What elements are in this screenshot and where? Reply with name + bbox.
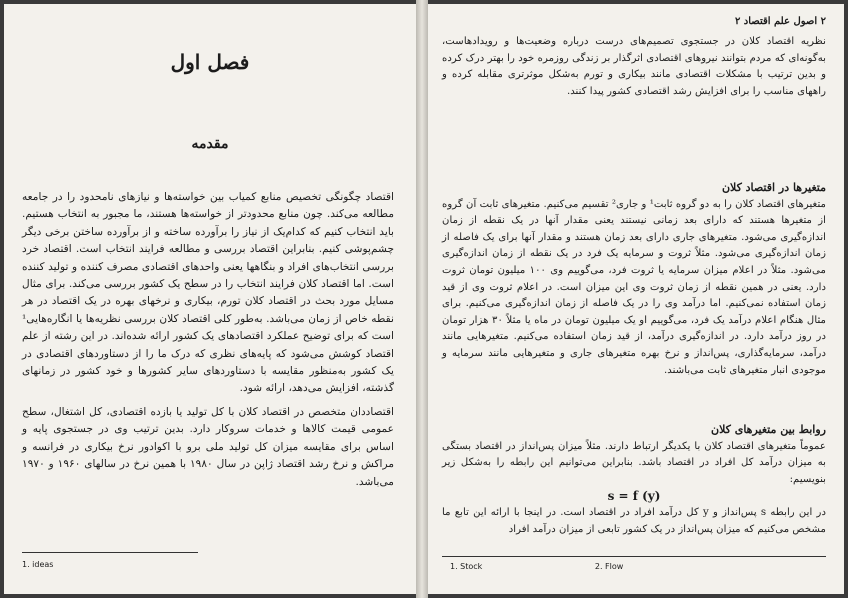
left-paragraph-1: اقتصاد چگونگی تخصیص منابع کمیاب بین خواسته‌ها و نیازهای نامحدود را در جامعه مطالعه می‌کند. چون منابع محدودتر از خواسته‌ها هستند، ما مجبور به انتخاب هستیم. باید انتخاب کنیم که کدام‌یک از نیاز را برآورده ساخته و از برآورده ساختن برخی دیگر چشم‌پوشی کنیم. بنابراین اقتصاد بررسی و مطالعه فرایند انتخاب است. اقتصاد خرد بررسی انتخاب‌های افراد و بنگاهها یعنی واحدهای اقتصادی مصرف کننده و تولید کننده است. اما اقتصاد کلان فرایند انتخاب را در سطح یک کشور بررسی می‌کند. برای مثال مسایل مورد بحث در اقتصاد کلان تورم، بیکاری و نرخهای بهره در یک اقتصاد در هر نقطه خاص از زمان می‌باشد. به‌طور کلی اقتصاد کلان بررسی نظریه‌ها یا انگاره‌هایی¹ است که برای توضیح عملکرد اقتصادهای یک کشور ارائه شده‌اند. در این رشته از علم اقتصاد کوشش می‌شود که پایه‌های نظری که درک ما را از دستاوردهای اقتصادی در یک کشور به‌منظور مقایسه با دستاوردهای سایر کشورها و خود کشور در زمانهای گذشته، افزایش می‌دهد، ارائه شود.: [22, 191, 394, 395]
variables-paragraph: متغیرهای اقتصاد کلان را به دو گروه ثابت¹ و جاری² تقسیم می‌کنیم. متغیرهای ثابت آن گروه از متغیرها هستند که دارای بعد زمانی نیستند یعنی مقدار آنها در یک نقطه از زمان اندازه‌گیری می‌شود. متغیرهای جاری دارای بعد زمان هستند و مقدار آنها برای یک فاصله از زمان اندازه‌گیری می‌شود. مثلاً ثروت و سرمایه یک فرد در یک نقطه از زمان اندازه‌گیری می‌شود. مثلاً در اعلام میزان سرمایه یا ثروت فرد، می‌گوییم وی ۱۰۰ میلیون تومان ثروت دارد. یعنی در همین نقطه از زمان ثروت وی این میزان است. در اعلام ثروت وی از قید زمان استفاده نمی‌کنیم. اما درآمد وی را در یک فاصله از زمان اندازه‌گیری می‌کنیم. برای مثال هنگام اعلام درآمد یک فرد، می‌گوییم او یک میلیون تومان در ماه یا مثلاً ۳۰ هزار تومان در روز درآمد دارد. در اندازه‌گیری درآمد، از قید زمان استفاده می‌کنیم. متغیرهایی مانند درآمد، سرمایه‌گذاری، پس‌انداز و نرخ بهره متغیرهای جاری و متغیرهایی مانند سرمایه و موجودی انبار متغیرهای ثابت می‌باشند.: [442, 198, 827, 376]
intro-block: [442, 34, 826, 100]
footnotes-right: [442, 562, 826, 571]
relations-section: [442, 422, 826, 538]
left-body-text: [22, 189, 394, 497]
intro-paragraph: نظریه اقتصاد کلان در جستجوی تصمیم‌های درست درباره وضعیت‌ها و رویدادهاست، به‌گونه‌ای که مردم بتوانند نیروهای اقتصادی اثرگذار بر زندگی روزمره خود را بهتر درک کرده و بدین ترتیب با مشکلات اقتصادی مانند بیکاری و تورم به‌شکل موثرتری مقابله کرده و راههای مناسب را برای افزایش رشد اقتصادی کشور پیدا کنند.: [442, 36, 826, 97]
footnote-flow: 2. Flow: [594, 562, 624, 571]
footnote-divider: [22, 552, 198, 553]
formula: s = f (y): [607, 489, 661, 504]
section-heading-variables: متغیرها در اقتصاد کلان: [721, 181, 826, 194]
left-paragraph-2: اقتصاددان متخصص در اقتصاد کلان با کل تولید یا بازده اقتصادی، کل اشتغال، سطح عمومی قیمت کالاها و خدمات سروکار دارد. بدین ترتیب وی در جستجوی پایه و اساس برای مقایسه میزان کل تولید ملی برو با اکوادور نرخ بیکاری در فرانسه و مراکش و نرخ رشد اقتصاد ژاپن در سال ۱۹۸۰ با همین نرخ در سالهای ۱۹۶۰ و ۱۹۷۰ می‌باشد.: [22, 405, 395, 488]
section-heading-relations: روابط بین متغیرهای کلان: [711, 423, 826, 436]
footnote-stock: 1. Stock: [450, 562, 483, 571]
section-title: مقدمه: [191, 136, 229, 152]
book-gutter: [416, 0, 428, 598]
variables-section: [442, 180, 826, 379]
left-page: [4, 4, 416, 594]
relations-paragraph: عموماً متغیرهای اقتصاد کلان با یکدیگر ارتباط دارند. مثلاً میزان پس‌انداز در اقتصاد بستگی به میزان درآمد کل افراد در اقتصاد باشد. بنابراین می‌توانیم این رابطه را به‌شکل زیر بنویسیم:: [442, 440, 826, 485]
footnote-left: 1. ideas: [22, 560, 54, 569]
right-page: [428, 4, 844, 594]
chapter-title: فصل اول: [170, 50, 250, 74]
footnote-divider-right: [442, 556, 826, 557]
closing-paragraph: در این رابطه s پس‌انداز و y کل درآمد افراد در اقتصاد است. در اینجا با ارائه این تابع ما مشخص می‌کنیم که میزان پس‌انداز در یک کشور تابعی از میزان درآمد افراد: [442, 506, 826, 535]
running-head: ۲ اصول علم اقتصاد ۲: [734, 16, 826, 27]
